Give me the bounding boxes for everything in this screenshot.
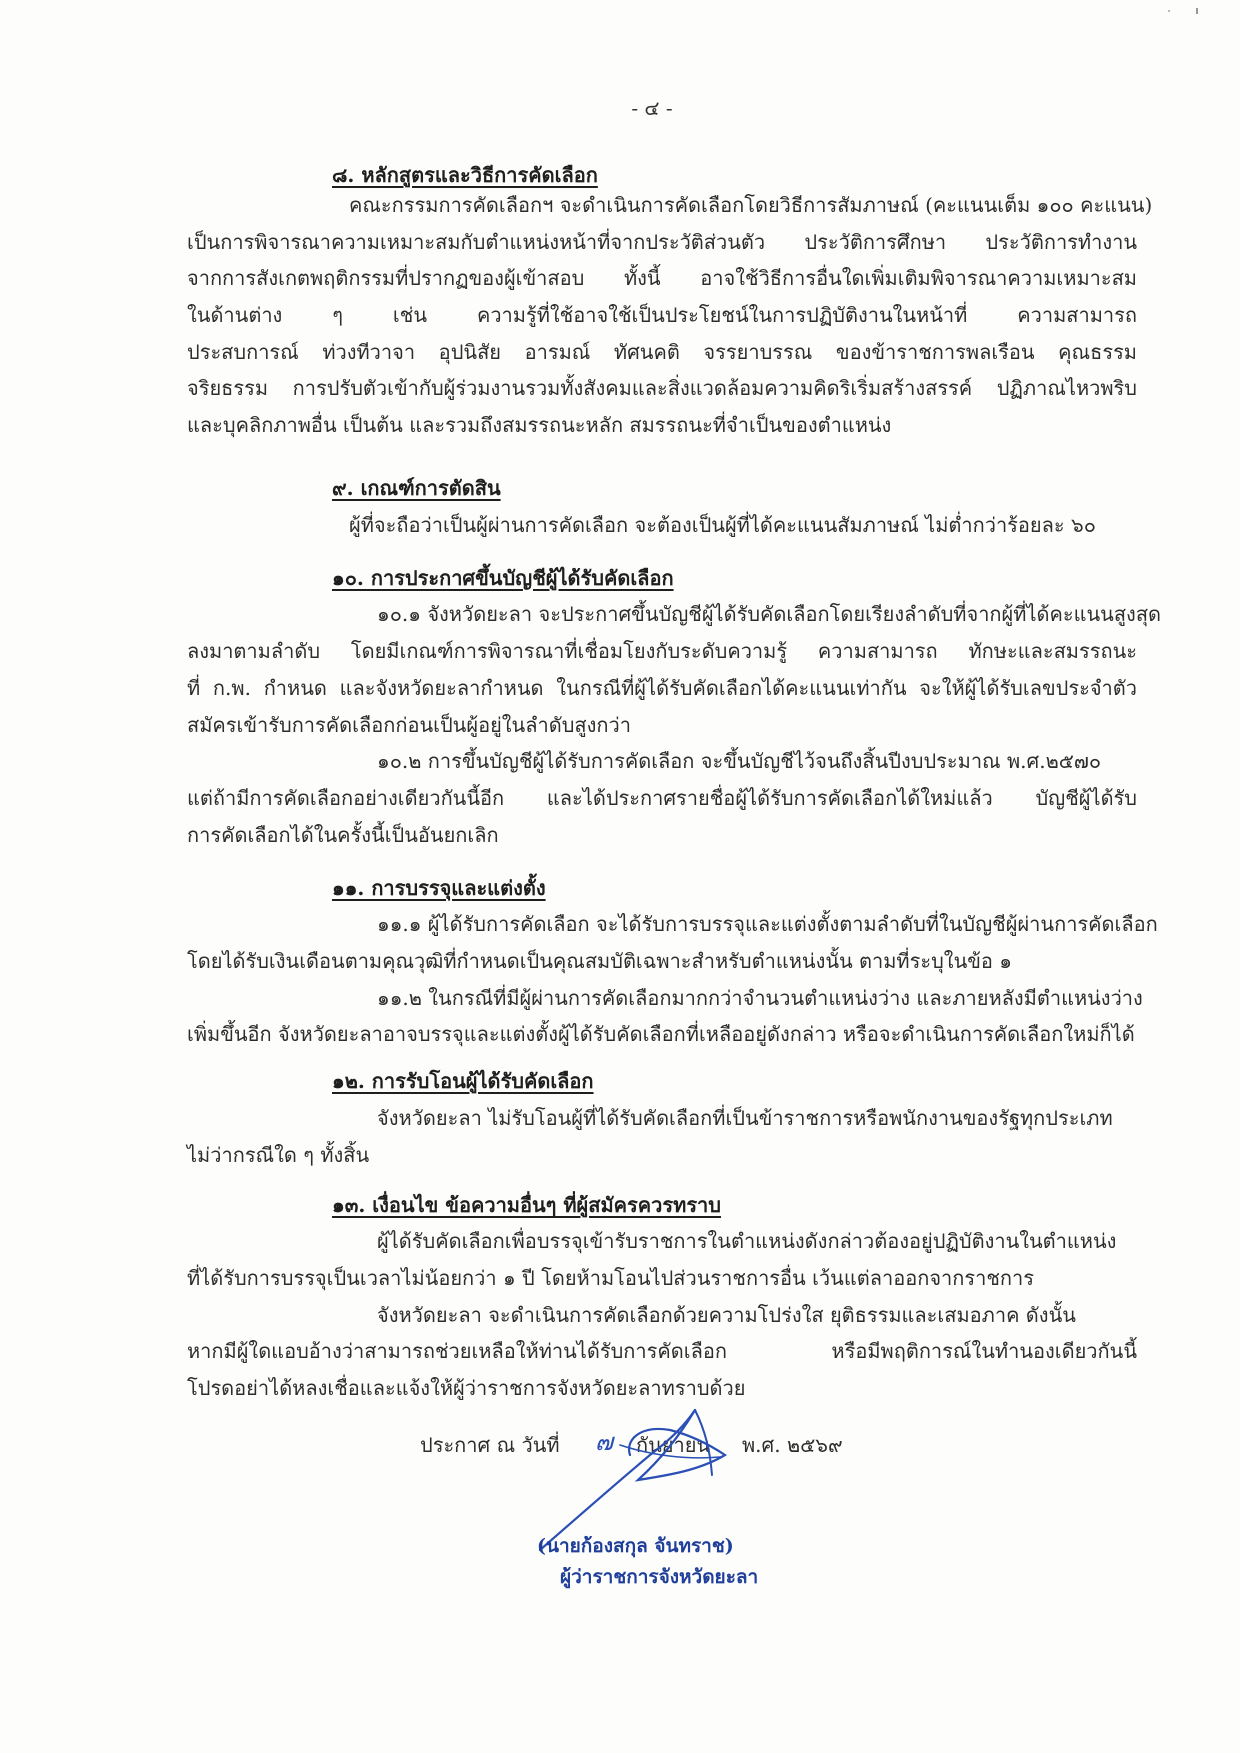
- section-8-line-1: คณะกรรมการคัดเลือกฯ จะดำเนินการคัดเลือกโดยวิธีการสัมภาษณ์ (คะแนนเต็ม ๑๐๐ คะแนน): [349, 193, 1153, 217]
- section-8-line-2: เป็นการพิจารณาความเหมาะสมกับตำแหน่งหน้าที่จากประวัติส่วนตัว ประวัติการศึกษา ประวัติการทำงาน: [187, 230, 1137, 254]
- announcement-prefix: ประกาศ ณ วันที่: [420, 1433, 560, 1457]
- section-13-line-5: โปรดอย่าได้หลงเชื่อและแจ้งให้ผู้ว่าราชการจังหวัดยะลาทราบด้วย: [187, 1376, 746, 1400]
- scan-mark: [1168, 10, 1170, 12]
- section-11-line-4: เพิ่มขึ้นอีก จังหวัดยะลาอาจบรรจุและแต่งตั้งผู้ได้รับคัดเลือกที่เหลืออยู่ดังกล่าว หรือจะดำเนินการคัดเลือกใหม่ก็ได้: [187, 1022, 1135, 1046]
- section-8-heading: ๘. หลักสูตรและวิธีการคัดเลือก: [332, 163, 598, 187]
- section-13-line-1: ผู้ได้รับคัดเลือกเพื่อบรรจุเข้ารับราชการในตำแหน่งดังกล่าวต้องอยู่ปฏิบัติงานในตำแหน่ง: [377, 1229, 1117, 1253]
- section-11-line-1: ๑๑.๑ ผู้ได้รับการคัดเลือก จะได้รับการบรรจุและแต่งตั้งตามลำดับที่ในบัญชีผู้ผ่านการคัดเลือก: [377, 912, 1158, 936]
- section-10-line-4: สมัครเข้ารับการคัดเลือกก่อนเป็นผู้อยู่ในลำดับสูงกว่า: [187, 713, 631, 737]
- page-number: - ๔ -: [631, 96, 673, 120]
- section-11-line-2: โดยได้รับเงินเดือนตามคุณวุฒิที่กำหนดเป็นคุณสมบัติเฉพาะสำหรับตำแหน่งนั้น ตามที่ระบุในข้อ ๑: [187, 949, 1012, 973]
- signer-title: ผู้ว่าราชการจังหวัดยะลา: [560, 1566, 759, 1588]
- announcement-year: พ.ศ. ๒๕๖๙: [742, 1433, 843, 1457]
- section-12-line-2: ไม่ว่ากรณีใด ๆ ทั้งสิ้น: [187, 1143, 370, 1167]
- announcement-day-handwritten: ๗: [595, 1428, 614, 1456]
- handwritten-signature: [520, 1385, 850, 1555]
- section-10-line-7: การคัดเลือกได้ในครั้งนี้เป็นอันยกเลิก: [187, 823, 499, 847]
- section-8-line-6: จริยธรรม การปรับตัวเข้ากับผู้ร่วมงานรวมทั้งสังคมและสิ่งแวดล้อมความคิดริเริ่มสร้างสรรค์ ปฏิภาณไหวพริบ: [187, 376, 1137, 400]
- signature-block: [520, 1385, 850, 1555]
- section-10-line-1: ๑๐.๑ จังหวัดยะลา จะประกาศขึ้นบัญชีผู้ได้รับคัดเลือกโดยเรียงลำดับที่จากผู้ที่ได้คะแนนสูงสุด: [377, 602, 1162, 626]
- signer-name: (นายก้องสกุล จันทราช): [537, 1535, 734, 1557]
- section-8-line-5: ประสบการณ์ ท่วงทีวาจา อุปนิสัย อารมณ์ ทัศนคติ จรรยาบรรณ ของข้าราชการพลเรือน คุณธรรม: [187, 340, 1137, 364]
- section-8-line-7: และบุคลิกภาพอื่น เป็นต้น และรวมถึงสมรรถนะหลัก สมรรถนะที่จำเป็นของตำแหน่ง: [187, 413, 892, 437]
- section-10-line-5: ๑๐.๒ การขึ้นบัญชีผู้ได้รับการคัดเลือก จะขึ้นบัญชีไว้จนถึงสิ้นปีงบประมาณ พ.ศ.๒๕๗๐: [377, 749, 1102, 773]
- section-11-line-3: ๑๑.๒ ในกรณีที่มีผู้ผ่านการคัดเลือกมากกว่าจำนวนตำแหน่งว่าง และภายหลังมีตำแหน่งว่าง: [377, 986, 1143, 1010]
- section-12-heading: ๑๒. การรับโอนผู้ได้รับคัดเลือก: [332, 1069, 594, 1093]
- section-10-line-2: ลงมาตามลำดับ โดยมีเกณฑ์การพิจารณาที่เชื่อมโยงกับระดับความรู้ ความสามารถ ทักษะและสมรรถนะ: [187, 639, 1137, 663]
- section-8-line-3: จากการสังเกตพฤติกรรมที่ปรากฏของผู้เข้าสอบ ทั้งนี้ อาจใช้วิธีการอื่นใดเพิ่มเติมพิจารณาความเหมาะสม: [187, 266, 1137, 290]
- section-13-line-3: จังหวัดยะลา จะดำเนินการคัดเลือกด้วยความโปร่งใส ยุติธรรมและเสมอภาค ดังนั้น: [377, 1303, 1076, 1327]
- section-12-line-1: จังหวัดยะลา ไม่รับโอนผู้ที่ได้รับคัดเลือกที่เป็นข้าราชการหรือพนักงานของรัฐทุกประเภท: [377, 1106, 1113, 1130]
- section-11-heading: ๑๑. การบรรจุและแต่งตั้ง: [332, 876, 546, 900]
- section-9-heading: ๙. เกณฑ์การตัดสิน: [332, 476, 501, 500]
- section-9-line-1: ผู้ที่จะถือว่าเป็นผู้ผ่านการคัดเลือก จะต้องเป็นผู้ที่ได้คะแนนสัมภาษณ์ ไม่ต่ำกว่าร้อยละ ๖๐: [349, 513, 1096, 537]
- section-8-line-4: ในด้านต่าง ๆ เช่น ความรู้ที่ใช้อาจใช้เป็นประโยชน์ในการปฏิบัติงานในหน้าที่ ความสามารถ: [187, 303, 1137, 327]
- announcement-month: กันยายน: [636, 1433, 711, 1457]
- section-10-heading: ๑๐. การประกาศขึ้นบัญชีผู้ได้รับคัดเลือก: [332, 566, 674, 590]
- section-10-line-6: แต่ถ้ามีการคัดเลือกอย่างเดียวกันนี้อีก และได้ประกาศรายชื่อผู้ได้รับการคัดเลือกได้ใหม่แล้ว บัญชีผู้ได้รับ: [187, 786, 1137, 810]
- section-13-heading: ๑๓. เงื่อนไข ข้อความอื่นๆ ที่ผู้สมัครควรทราบ: [332, 1193, 721, 1217]
- section-13-line-4: หากมีผู้ใดแอบอ้างว่าสามารถช่วยเหลือให้ท่านได้รับการคัดเลือก หรือมีพฤติการณ์ในทำนองเดียวกันนี้: [187, 1339, 1137, 1363]
- section-13-line-2: ที่ได้รับการบรรจุเป็นเวลาไม่น้อยกว่า ๑ ปี โดยห้ามโอนไปส่วนราชการอื่น เว้นแต่ลาออกจากราชการ: [187, 1266, 1035, 1290]
- section-10-line-3: ที่ ก.พ. กำหนด และจังหวัดยะลากำหนด ในกรณีที่ผู้ได้รับคัดเลือกได้คะแนนเท่ากัน จะให้ผู้ได้รับเลขประจำตัว: [187, 676, 1137, 700]
- scan-mark: [1196, 8, 1198, 14]
